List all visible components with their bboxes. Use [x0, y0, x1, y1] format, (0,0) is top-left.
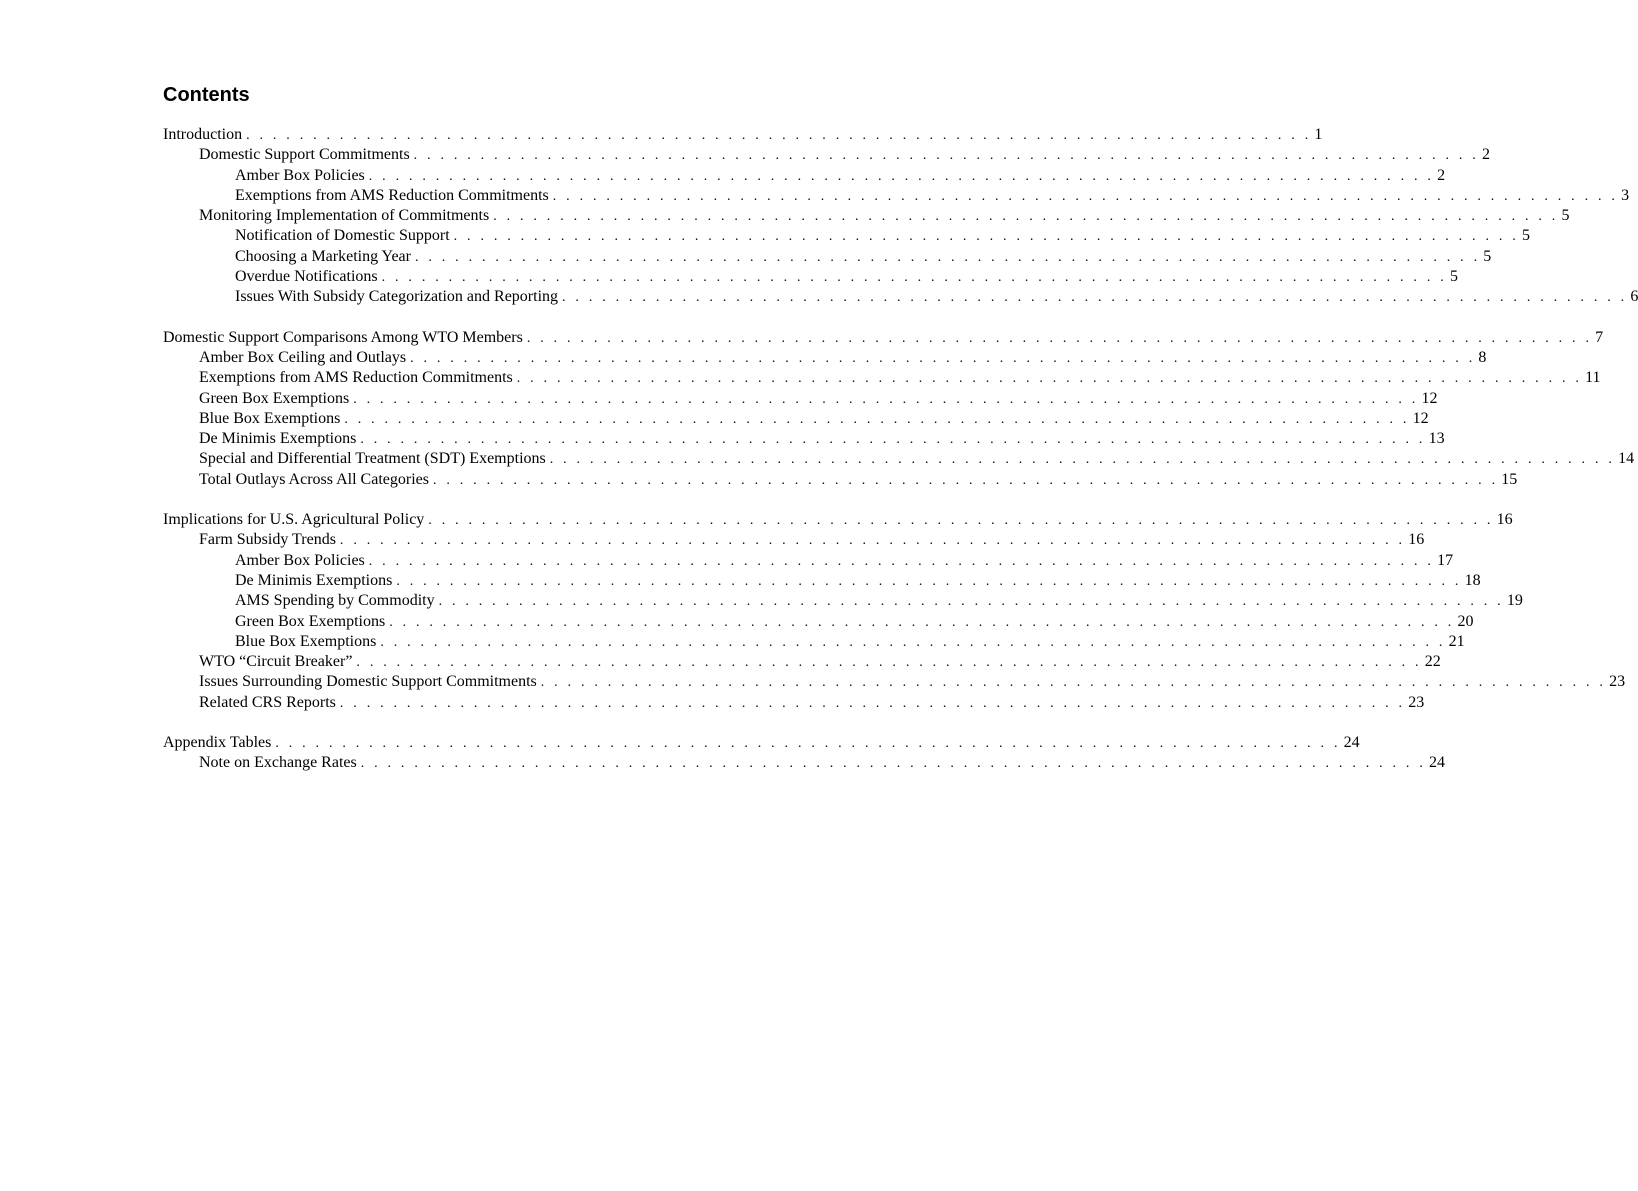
toc-entry-label: Blue Box Exemptions: [235, 632, 377, 650]
toc-entry[interactable]: [163, 511, 1513, 531]
toc-entry-page-number: 1: [1314, 126, 1323, 143]
toc-entry-label: Appendix Tables: [163, 734, 272, 752]
toc-entry-page-number: 8: [1478, 348, 1487, 366]
dot-leader: . . . . . . . . . . . . . . . . . . . . . . . . . . . . . . . . . . . . . . . . . . . . . . . . . . . . . . . . . . . . . . . . . . . . . . . . . . . . . . . .: [516, 371, 1583, 387]
toc-entry-page-number: 15: [1501, 470, 1518, 488]
toc-entry[interactable]: [163, 612, 1474, 633]
dot-leader: . . . . . . . . . . . . . . . . . . . . . . . . . . . . . . . . . . . . . . . . . . . . . . . . . . . . . . . . . . . . . . . . . . . . . . . . . . . . . . . .: [453, 229, 1519, 245]
toc-entry[interactable]: [163, 754, 1446, 774]
dot-leader: . . . . . . . . . . . . . . . . . . . . . . . . . . . . . . . . . . . . . . . . . . . . . . . . . . . . . . . . . . . . . . . . . . . . . . . . . . . . . . . .: [526, 330, 1593, 346]
toc-entry-page-number: 2: [1437, 166, 1446, 184]
toc-entry-page-number: 22: [1424, 653, 1441, 671]
dot-leader: . . . . . . . . . . . . . . . . . . . . . . . . . . . . . . . . . . . . . . . . . . . . . . . . . . . . . . . . . . . . . . . . . . . . . . . . . . . . . . . .: [380, 634, 1446, 650]
toc-entry-page-number: 21: [1448, 632, 1465, 650]
toc-entry-page-number: 16: [1408, 531, 1425, 549]
dot-leader: . . . . . . . . . . . . . . . . . . . . . . . . . . . . . . . . . . . . . . . . . . . . . . . . . . . . . . . . . . . . . . . . . . . . . . . . . . . . . . . .: [552, 188, 1619, 204]
toc-section: [163, 126, 1638, 309]
toc-entry-page-number: 5: [1483, 247, 1492, 265]
toc-entry-label: WTO “Circuit Breaker”: [199, 653, 353, 671]
toc-entry-page-number: 5: [1449, 268, 1458, 286]
dot-leader: . . . . . . . . . . . . . . . . . . . . . . . . . . . . . . . . . . . . . . . . . . . . . . . . . . . . . . . . . . . . . . . . . . . . . . . . . . . . . . . .: [438, 594, 1504, 610]
toc-entry-label: De Minimis Exemptions: [235, 571, 393, 589]
toc-entry-label: Issues Surrounding Domestic Support Commitments: [199, 673, 537, 691]
toc-entry-page-number: 24: [1343, 734, 1360, 752]
toc-entry-label: Total Outlays Across All Categories: [199, 470, 429, 488]
toc-entry-page-number: 6: [1630, 288, 1638, 306]
toc-entry-page-number: 18: [1464, 571, 1481, 589]
toc-entry[interactable]: [163, 693, 1425, 714]
dot-leader: . . . . . . . . . . . . . . . . . . . . . . . . . . . . . . . . . . . . . . . . . . . . . . . . . . . . . . . . . . . . . . . . . . . . . . . . . . . . . . . .: [339, 533, 1406, 549]
toc-entry[interactable]: [163, 734, 1360, 754]
dot-leader: . . . . . . . . . . . . . . . . . . . . . . . . . . . . . . . . . . . . . . . . . . . . . . . . . . . . . . . . . . . . . . . . . . . . . . . . . . . . . . . .: [360, 432, 1426, 448]
toc-entry-label: Farm Subsidy Trends: [199, 531, 336, 549]
toc-entry-page-number: 2: [1481, 146, 1490, 164]
toc-entry-page-number: 3: [1621, 186, 1630, 204]
dot-leader: . . . . . . . . . . . . . . . . . . . . . . . . . . . . . . . . . . . . . . . . . . . . . . . . . . . . . . . . . . . . . . . . . . . . . . . . . . . . . . . .: [344, 411, 1410, 427]
dot-leader: . . . . . . . . . . . . . . . . . . . . . . . . . . . . . . . . . . . . . . . . . . . . . . . . . . . . . . . . . . . . . . . . . . . . . . . . . . . . . . . .: [414, 249, 1481, 265]
toc-entry[interactable]: [163, 268, 1458, 288]
toc-entry[interactable]: [163, 328, 1604, 349]
toc-entry-label: Amber Box Policies: [235, 166, 365, 184]
toc-entry-page-number: 20: [1457, 612, 1474, 630]
toc-entry[interactable]: [163, 207, 1570, 227]
toc-entry-page-number: 7: [1595, 328, 1604, 346]
toc-entry-label: Introduction: [163, 126, 243, 143]
toc-entry-label: Overdue Notifications: [235, 268, 378, 286]
toc-entry-label: Related CRS Reports: [199, 693, 336, 711]
dot-leader: . . . . . . . . . . . . . . . . . . . . . . . . . . . . . . . . . . . . . . . . . . . . . . . . . . . . . . . . . . . . . . . . . . . . . . . . . . . . . . . .: [549, 452, 1616, 468]
toc-section: [163, 511, 1626, 714]
toc-entry-label: Blue Box Exemptions: [199, 409, 341, 427]
dot-leader: . . . . . . . . . . . . . . . . . . . . . . . . . . . . . . . . . . . . . . . . . . . . . . . . . . . . . . . . . . . . . . . . . . . . . . . . . . . . . . . .: [413, 148, 1479, 164]
toc-entry-label: De Minimis Exemptions: [199, 430, 357, 448]
toc-entry-page-number: 23: [1609, 673, 1626, 691]
toc-entry-label: Green Box Exemptions: [199, 389, 350, 407]
dot-leader: . . . . . . . . . . . . . . . . . . . . . . . . . . . . . . . . . . . . . . . . . . . . . . . . . . . . . . . . . . . . . . . . . . . . . . . . . . . . . . . .: [540, 675, 1607, 691]
toc-entry[interactable]: [163, 389, 1438, 410]
toc-entry-label: AMS Spending by Commodity: [235, 592, 435, 610]
toc-entry-label: Note on Exchange Rates: [199, 754, 357, 772]
toc-entry[interactable]: [163, 166, 1446, 187]
toc-entry-label: Domestic Support Comparisons Among WTO Members: [163, 328, 523, 346]
toc-entry[interactable]: [163, 653, 1441, 673]
toc-entry-page-number: 11: [1585, 369, 1601, 387]
dot-leader: . . . . . . . . . . . . . . . . . . . . . . . . . . . . . . . . . . . . . . . . . . . . . . . . . . . . . . . . . . . . . . . . . . . . . . . . . . . . . . . .: [562, 290, 1628, 306]
toc-entry[interactable]: [163, 227, 1530, 247]
toc-entry[interactable]: [163, 531, 1425, 551]
toc-entry-page-number: 5: [1521, 227, 1530, 245]
toc-entry[interactable]: [163, 247, 1492, 268]
toc-entry-page-number: 5: [1561, 207, 1570, 225]
toc-entry[interactable]: [163, 369, 1601, 389]
dot-leader: . . . . . . . . . . . . . . . . . . . . . . . . . . . . . . . . . . . . . . . . . . . . . . . . . . . . . . . . . . . . . . . . . . . . . . . . . . . . . . . .: [389, 614, 1455, 630]
toc-entry-page-number: 12: [1421, 389, 1438, 407]
toc-entry-label: Implications for U.S. Agricultural Policy: [163, 511, 425, 529]
toc-entry-page-number: 23: [1408, 693, 1425, 711]
dot-leader: . . . . . . . . . . . . . . . . . . . . . . . . . . . . . . . . . . . . . . . . . . . . . . . . . . . . . . . . . . . . . . . . . . . . . . . . . . . . . . . .: [356, 655, 1422, 671]
toc-entry-page-number: 13: [1428, 430, 1445, 448]
dot-leader: . . . . . . . . . . . . . . . . . . . . . . . . . . . . . . . . . . . . . . . . . . . . . . . . . . . . . . . . . . . . . . . . . . . . . . . . . . . . . . . .: [368, 168, 1435, 184]
dot-leader: . . . . . . . . . . . . . . . . . . . . . . . . . . . . . . . . . . . . . . . . . . . . . . . . . . . . . . . . . . . . . . . . . . . . . . . . . . . . . . . .: [368, 553, 1435, 569]
toc-section: [163, 734, 1446, 775]
toc-entry[interactable]: [163, 348, 1487, 369]
toc-entry[interactable]: [163, 146, 1490, 166]
dot-leader: . . . . . . . . . . . . . . . . . . . . . . . . . . . . . . . . . . . . . . . . . . . . . . . . . . . . . . . . . . . . . . . . . . . . . . . . . . . . . . . .: [396, 573, 1462, 589]
dot-leader: . . . . . . . . . . . . . . . . . . . . . . . . . . . . . . . . . . . . . . . . . . . . . . . . . . . . . . . . . . . . . . . . . . . . . . . . . . . . . . . .: [493, 209, 1559, 225]
dot-leader: . . . . . . . . . . . . . . . . . . . . . . . . . . . . . . . . . . . . . . . . . . . . . . . . . . . . . . . . . . . . . . . . . . . . . . . . . . . . . . . .: [339, 695, 1406, 711]
dot-leader: . . . . . . . . . . . . . . . . . . . . . . . . . . . . . . . . . . . . . . . . . . . . . . . . . . . . . . . . . . . . . . . . . . . . . . . . . . . . . . . .: [432, 472, 1499, 488]
toc-entry-label: Domestic Support Commitments: [199, 146, 410, 164]
toc-entry[interactable]: [163, 470, 1518, 491]
toc-entry[interactable]: [163, 409, 1429, 430]
toc-entry-label: Exemptions from AMS Reduction Commitments: [199, 369, 513, 387]
toc-entry-label: Issues With Subsidy Categorization and Reporting: [235, 288, 559, 306]
dot-leader: . . . . . . . . . . . . . . . . . . . . . . . . . . . . . . . . . . . . . . . . . . . . . . . . . . . . . . . . . . . . . . . . . . . . . . . . . . . . . . . .: [360, 756, 1427, 772]
toc-entry-label: Exemptions from AMS Reduction Commitments: [235, 186, 549, 204]
dot-leader: . . . . . . . . . . . . . . . . . . . . . . . . . . . . . . . . . . . . . . . . . . . . . . . . . . . . . . . . . . . . . . . . . . . . . . . . . . . . . . . .: [353, 391, 1419, 407]
dot-leader: . . . . . . . . . . . . . . . . . . . . . . . . . . . . . . . . . . . . . . . . . . . . . . . . . . . . . . . . . . . . . . . . . . . . . . . . . . . . . . . .: [246, 128, 1312, 143]
dot-leader: . . . . . . . . . . . . . . . . . . . . . . . . . . . . . . . . . . . . . . . . . . . . . . . . . . . . . . . . . . . . . . . . . . . . . . . . . . . . . . . .: [275, 736, 1341, 752]
dot-leader: . . . . . . . . . . . . . . . . . . . . . . . . . . . . . . . . . . . . . . . . . . . . . . . . . . . . . . . . . . . . . . . . . . . . . . . . . . . . . . . .: [381, 270, 1447, 286]
toc-entry-label: Notification of Domestic Support: [235, 227, 450, 245]
dot-leader: . . . . . . . . . . . . . . . . . . . . . . . . . . . . . . . . . . . . . . . . . . . . . . . . . . . . . . . . . . . . . . . . . . . . . . . . . . . . . . . .: [428, 513, 1494, 529]
toc-entry-page-number: 24: [1429, 754, 1446, 772]
toc-entry-page-number: 14: [1618, 450, 1635, 468]
toc-entry[interactable]: [163, 288, 1638, 308]
toc-entry-label: Choosing a Marketing Year: [235, 247, 411, 265]
toc-entry[interactable]: [163, 551, 1454, 572]
toc-entry-label: Amber Box Ceiling and Outlays: [199, 348, 407, 366]
toc-entry[interactable]: [163, 450, 1635, 470]
toc-entry-page-number: 16: [1496, 511, 1513, 529]
toc-entry-page-number: 12: [1412, 409, 1429, 427]
toc-entry[interactable]: [163, 673, 1626, 693]
toc-entry-label: Green Box Exemptions: [235, 612, 386, 630]
toc-entry[interactable]: [163, 592, 1523, 612]
toc-entry-label: Special and Differential Treatment (SDT) Exemptions: [199, 450, 546, 468]
toc-entry-label: Amber Box Policies: [235, 551, 365, 569]
table-of-contents: [163, 126, 1638, 795]
toc-entry-page-number: 17: [1437, 551, 1454, 569]
page-title: Contents: [163, 84, 250, 106]
toc-entry[interactable]: [163, 186, 1630, 207]
toc-entry-page-number: 19: [1506, 592, 1523, 610]
toc-entry[interactable]: [163, 571, 1481, 592]
toc-section: [163, 328, 1635, 491]
toc-entry[interactable]: [163, 430, 1445, 450]
toc-entry[interactable]: [163, 126, 1323, 146]
toc-entry-label: Monitoring Implementation of Commitments: [199, 207, 490, 225]
toc-entry[interactable]: [163, 632, 1465, 653]
dot-leader: . . . . . . . . . . . . . . . . . . . . . . . . . . . . . . . . . . . . . . . . . . . . . . . . . . . . . . . . . . . . . . . . . . . . . . . . . . . . . . . .: [410, 350, 1476, 366]
